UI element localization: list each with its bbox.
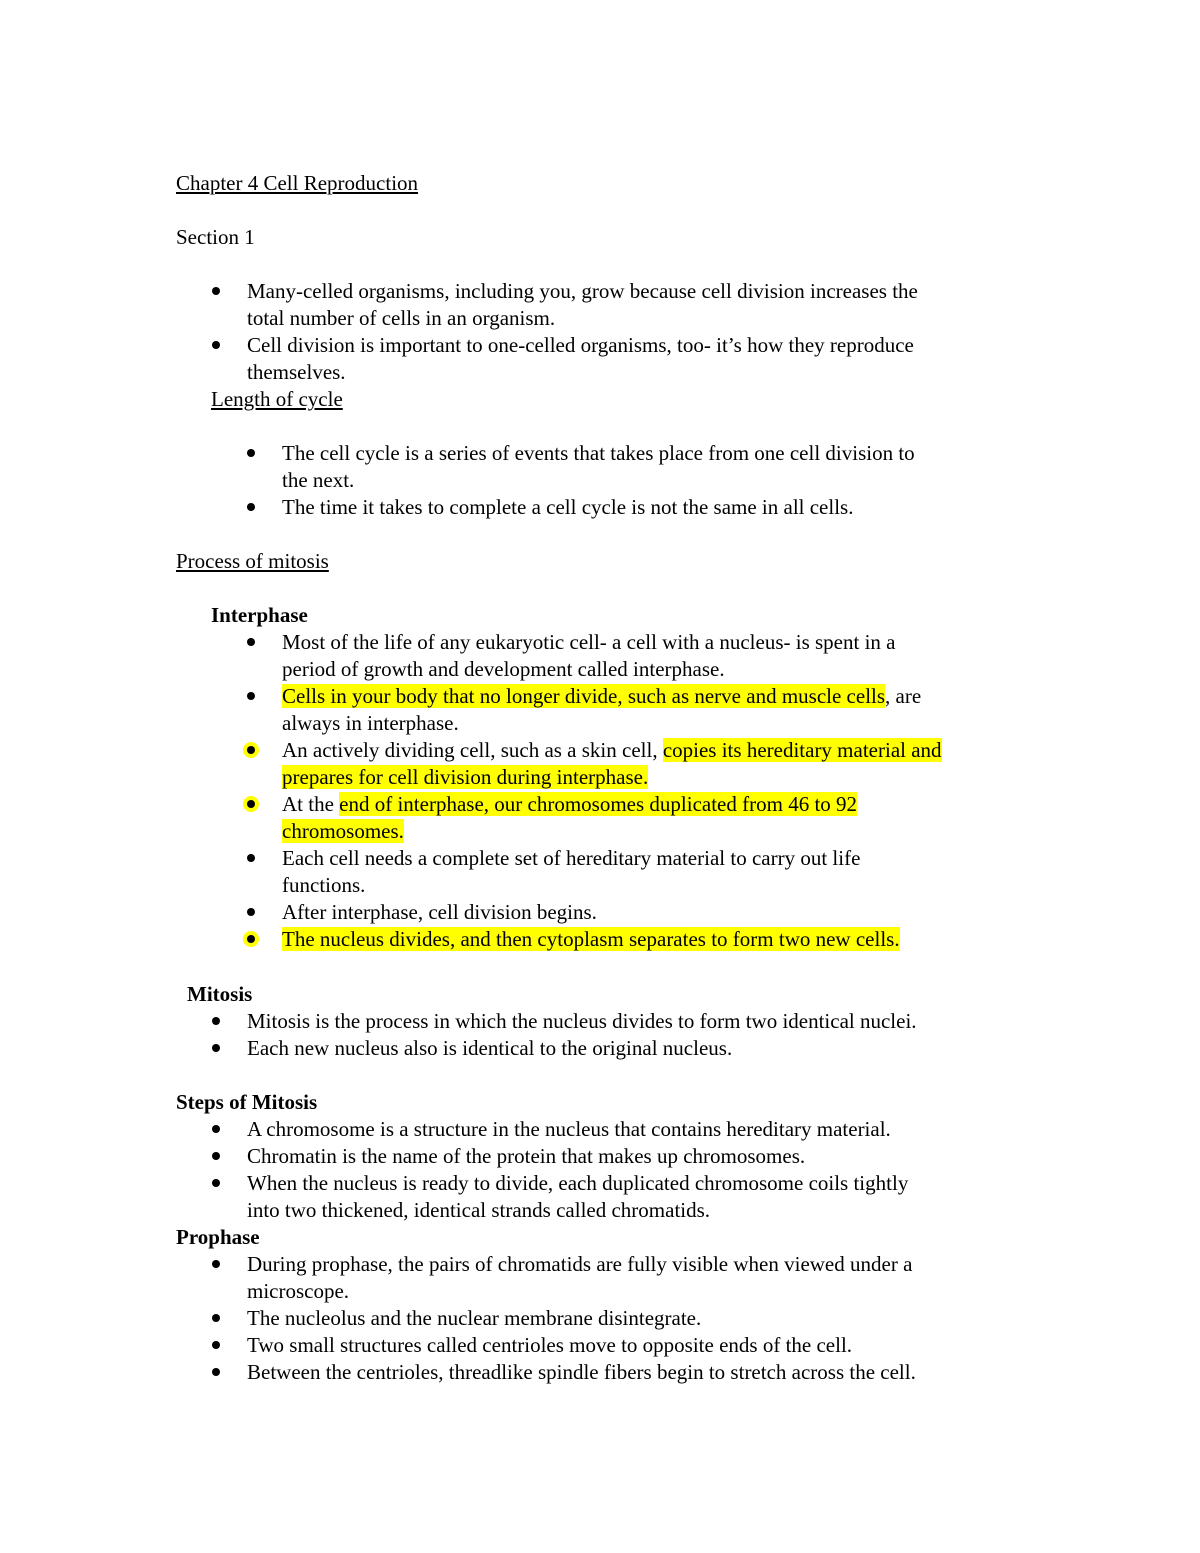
- prophase-bullet-1-line-1: During prophase, the pairs of chromatids are fully visible when viewed under a: [247, 1252, 913, 1276]
- interphase-bullet-3-line-2: [282, 764, 648, 791]
- bullet-icon: [247, 908, 255, 916]
- bullet-icon: [212, 1260, 220, 1268]
- bullet-icon: [247, 638, 255, 646]
- bullet-icon: [212, 1152, 220, 1160]
- steps-bullet-2: Chromatin is the name of the protein that makes up chromosomes.: [247, 1144, 806, 1168]
- interphase-bullet-2-line-2: always in interphase.: [282, 711, 459, 735]
- length-bullet-2: The time it takes to complete a cell cycle is not the same in all cells.: [282, 495, 854, 519]
- interphase-bullet-3-line-1: [282, 737, 942, 764]
- bullet-icon: [212, 1314, 220, 1322]
- prophase-bullet-3: Two small structures called centrioles move to opposite ends of the cell.: [247, 1333, 853, 1357]
- bullet-icon: [212, 1179, 220, 1187]
- bullet-icon: [247, 449, 255, 457]
- highlighted-text: copies its hereditary material and: [662, 738, 942, 762]
- interphase-heading: Interphase: [211, 603, 308, 627]
- highlighted-text: The nucleus divides, and then cytoplasm separates to form two new cells.: [282, 927, 900, 951]
- interphase-bullet-5-line-1: Each cell needs a complete set of hereditary material to carry out life: [282, 846, 861, 870]
- bullet-icon: [247, 854, 255, 862]
- section-heading: Section 1: [176, 225, 255, 249]
- prophase-bullet-2: The nucleolus and the nuclear membrane disintegrate.: [247, 1306, 702, 1330]
- bullet-icon: [247, 503, 255, 511]
- length-bullet-1-line-1: The cell cycle is a series of events that takes place from one cell division to: [282, 441, 915, 465]
- interphase-bullet-7: [282, 926, 900, 953]
- length-of-cycle-heading: Length of cycle: [211, 387, 343, 411]
- highlighted-text: end of interphase, our chromosomes duplicated from 46 to 92: [339, 792, 858, 816]
- section-bullet-2-line-1: Cell division is important to one-celled organisms, too- it’s how they reproduce: [247, 333, 914, 357]
- prophase-bullet-1-line-2: microscope.: [247, 1279, 350, 1303]
- interphase-bullet-1-line-1: Most of the life of any eukaryotic cell- a cell with a nucleus- is spent in a: [282, 630, 896, 654]
- process-of-mitosis-heading: Process of mitosis: [176, 549, 329, 573]
- bullet-icon: [212, 1044, 220, 1052]
- steps-bullet-3-line-2: into two thickened, identical strands called chromatids.: [247, 1198, 711, 1222]
- bullet-icon: [212, 1017, 220, 1025]
- bullet-icon: [212, 1368, 220, 1376]
- plain-text: , are: [885, 684, 922, 708]
- section-bullet-1-line-1: Many-celled organisms, including you, grow because cell division increases the: [247, 279, 918, 303]
- steps-bullet-3-line-1: When the nucleus is ready to divide, each duplicated chromosome coils tightly: [247, 1171, 909, 1195]
- section-bullet-1-line-2: total number of cells in an organism.: [247, 306, 556, 330]
- interphase-bullet-4-line-1: [282, 791, 857, 818]
- bullet-icon: [212, 1341, 220, 1349]
- prophase-heading: Prophase: [176, 1225, 260, 1249]
- bullet-icon: [212, 341, 220, 349]
- mitosis-bullet-2: Each new nucleus also is identical to the original nucleus.: [247, 1036, 733, 1060]
- plain-text: An actively dividing cell, such as a skin cell,: [282, 738, 663, 762]
- bullet-icon: [212, 1125, 220, 1133]
- bullet-icon: [247, 692, 255, 700]
- highlighted-text: chromosomes.: [282, 819, 404, 843]
- length-bullet-1-line-2: the next.: [282, 468, 355, 492]
- bullet-icon: [247, 800, 255, 808]
- mitosis-heading: Mitosis: [187, 982, 253, 1006]
- steps-bullet-1: A chromosome is a structure in the nucleus that contains hereditary material.: [247, 1117, 891, 1141]
- interphase-bullet-5-line-2: functions.: [282, 873, 366, 897]
- interphase-bullet-2-line-1: [282, 683, 921, 710]
- interphase-bullet-4-line-2: [282, 818, 404, 845]
- highlighted-text: prepares for cell division during interphase.: [282, 765, 649, 789]
- highlighted-text: Cells in your body that no longer divide, such as nerve and muscle cells: [282, 684, 886, 708]
- plain-text: At the: [282, 792, 340, 816]
- prophase-bullet-4: Between the centrioles, threadlike spindle fibers begin to stretch across the cell.: [247, 1360, 916, 1384]
- section-bullet-2-line-2: themselves.: [247, 360, 346, 384]
- document-title: Chapter 4 Cell Reproduction: [176, 171, 419, 195]
- bullet-icon: [247, 746, 255, 754]
- bullet-icon: [212, 287, 220, 295]
- mitosis-bullet-1: Mitosis is the process in which the nucleus divides to form two identical nuclei.: [247, 1009, 917, 1033]
- steps-of-mitosis-heading: Steps of Mitosis: [176, 1090, 318, 1114]
- interphase-bullet-1-line-2: period of growth and development called interphase.: [282, 657, 725, 681]
- interphase-bullet-6: After interphase, cell division begins.: [282, 900, 597, 924]
- bullet-icon: [247, 935, 255, 943]
